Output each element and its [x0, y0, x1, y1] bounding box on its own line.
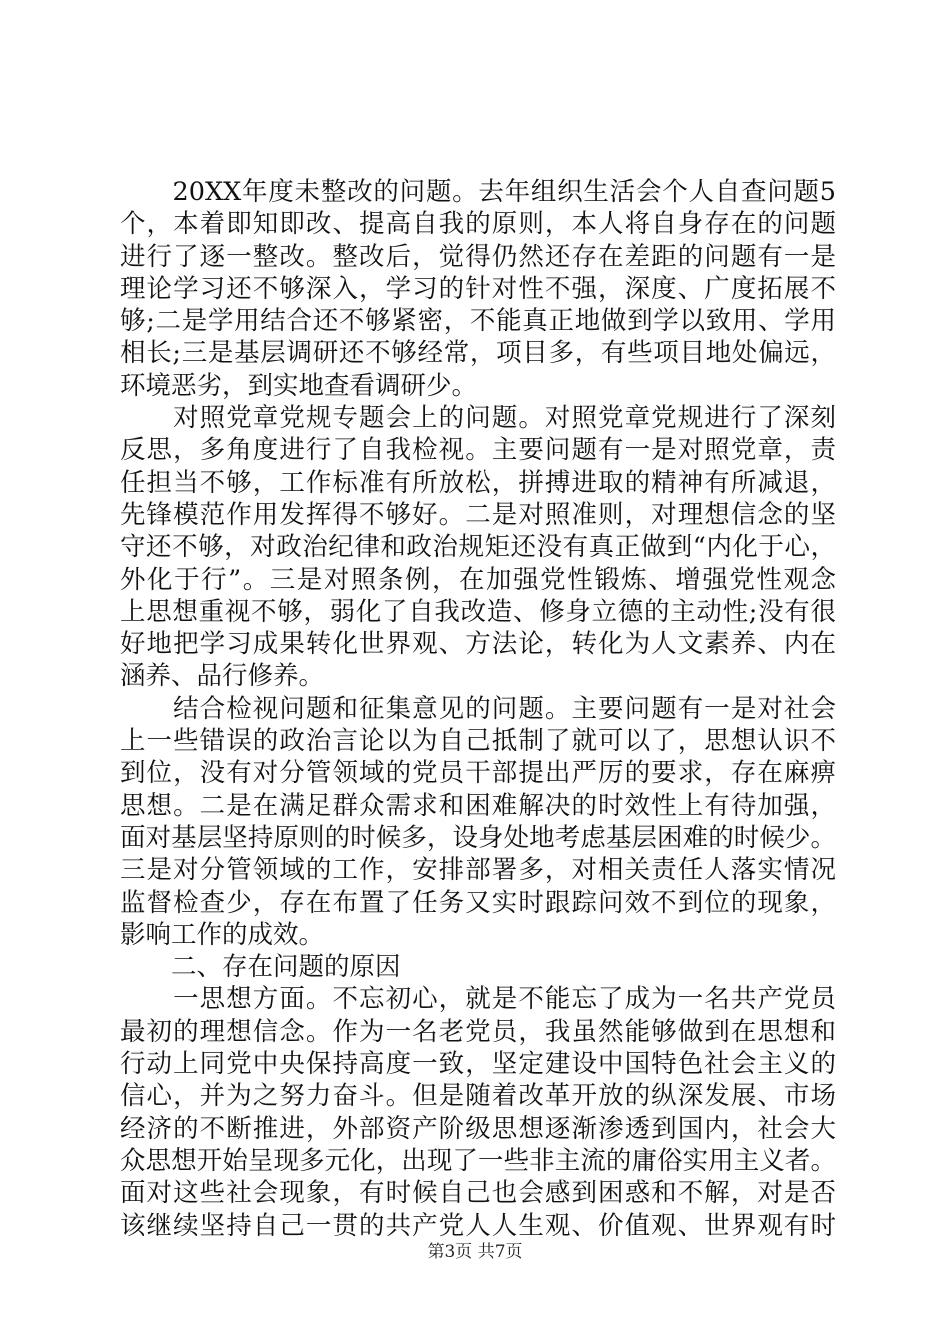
text-line: 理论学习还不够深入，学习的针对性不强，深度、广度拓展不: [120, 273, 836, 304]
text-line: 任担当不够，工作标准有所放松，拼搏进取的精神有所减退，: [120, 467, 836, 498]
text-line: 该继续坚持自己一贯的共产党人人生观、价值观、世界观有时: [120, 1210, 836, 1241]
text-line: 三是对分管领域的工作，安排部署多，对相关责任人落实情况: [120, 855, 836, 886]
text-line: 好地把学习成果转化世界观、方法论，转化为人文素养、内在: [120, 629, 836, 660]
text-line: 先锋模范作用发挥得不够好。二是对照准则，对理想信念的坚: [120, 499, 836, 530]
text-line: 监督检查少，存在布置了任务又实时跟踪问效不到位的现象，: [120, 887, 836, 918]
text-line: 反思，多角度进行了自我检视。主要问题有一是对照党章，责: [120, 435, 836, 466]
text-line: 够;二是学用结合还不够紧密，不能真正地做到学以致用、学用: [120, 306, 836, 337]
text-line: 个，本着即知即改、提高自我的原则，本人将自身存在的问题: [120, 209, 836, 240]
text-line: 二、存在问题的原因: [120, 952, 401, 983]
text-line: 信心，并为之努力奋斗。但是随着改革开放的纵深发展、市场: [120, 1081, 836, 1112]
text-line: 相长;三是基层调研还不够经常，项目多，有些项目地处偏远，: [120, 338, 836, 369]
text-line: 上一些错误的政治言论以为自己抵制了就可以了，思想认识不: [120, 726, 836, 757]
text-line: 到位，没有对分管领域的党员干部提出严厉的要求，存在麻痹: [120, 758, 836, 789]
text-line: 最初的理想信念。作为一名老党员，我虽然能够做到在思想和: [120, 1016, 836, 1047]
text-line: 经济的不断推进，外部资产阶级思想逐渐渗透到国内，社会大: [120, 1113, 836, 1144]
text-line: 上思想重视不够，弱化了自我改造、修身立德的主动性;没有很: [120, 596, 836, 627]
text-line: 影响工作的成效。: [120, 919, 325, 950]
page-number-footer: 第3页 共7页: [427, 1242, 523, 1262]
text-line: 思想。二是在满足群众需求和困难解决的时效性上有待加强，: [120, 790, 836, 821]
text-line: 涵养、品行修养。: [120, 661, 325, 692]
text-line: 环境恶劣，到实地查看调研少。: [120, 370, 478, 401]
text-line: 对照党章党规专题会上的问题。对照党章党规进行了深刻: [120, 403, 836, 434]
text-line: 守还不够，对政治纪律和政治规矩还没有真正做到“内化于心，: [120, 532, 836, 563]
text-line: 一思想方面。不忘初心，就是不能忘了成为一名共产党员: [120, 984, 836, 1015]
text-line: 进行了逐一整改。整改后，觉得仍然还存在差距的问题有一是: [120, 241, 836, 272]
text-line: 面对基层坚持原则的时候多，设身处地考虑基层困难的时候少。: [120, 822, 836, 853]
text-line: 外化于行”。三是对照条例，在加强党性锻炼、增强党性观念: [120, 564, 836, 595]
document-body: [120, 176, 836, 1242]
text-line: 结合检视问题和征集意见的问题。主要问题有一是对社会: [120, 693, 836, 724]
text-line: 众思想开始呈现多元化，出现了一些非主流的庸俗实用主义者。: [120, 1145, 836, 1176]
text-line: 行动上同党中央保持高度一致，坚定建设中国特色社会主义的: [120, 1049, 836, 1080]
text-line: 20XX年度未整改的问题。去年组织生活会个人自查问题5: [120, 177, 836, 207]
text-line: 面对这些社会现象，有时候自己也会感到困惑和不解，对是否: [120, 1178, 836, 1209]
